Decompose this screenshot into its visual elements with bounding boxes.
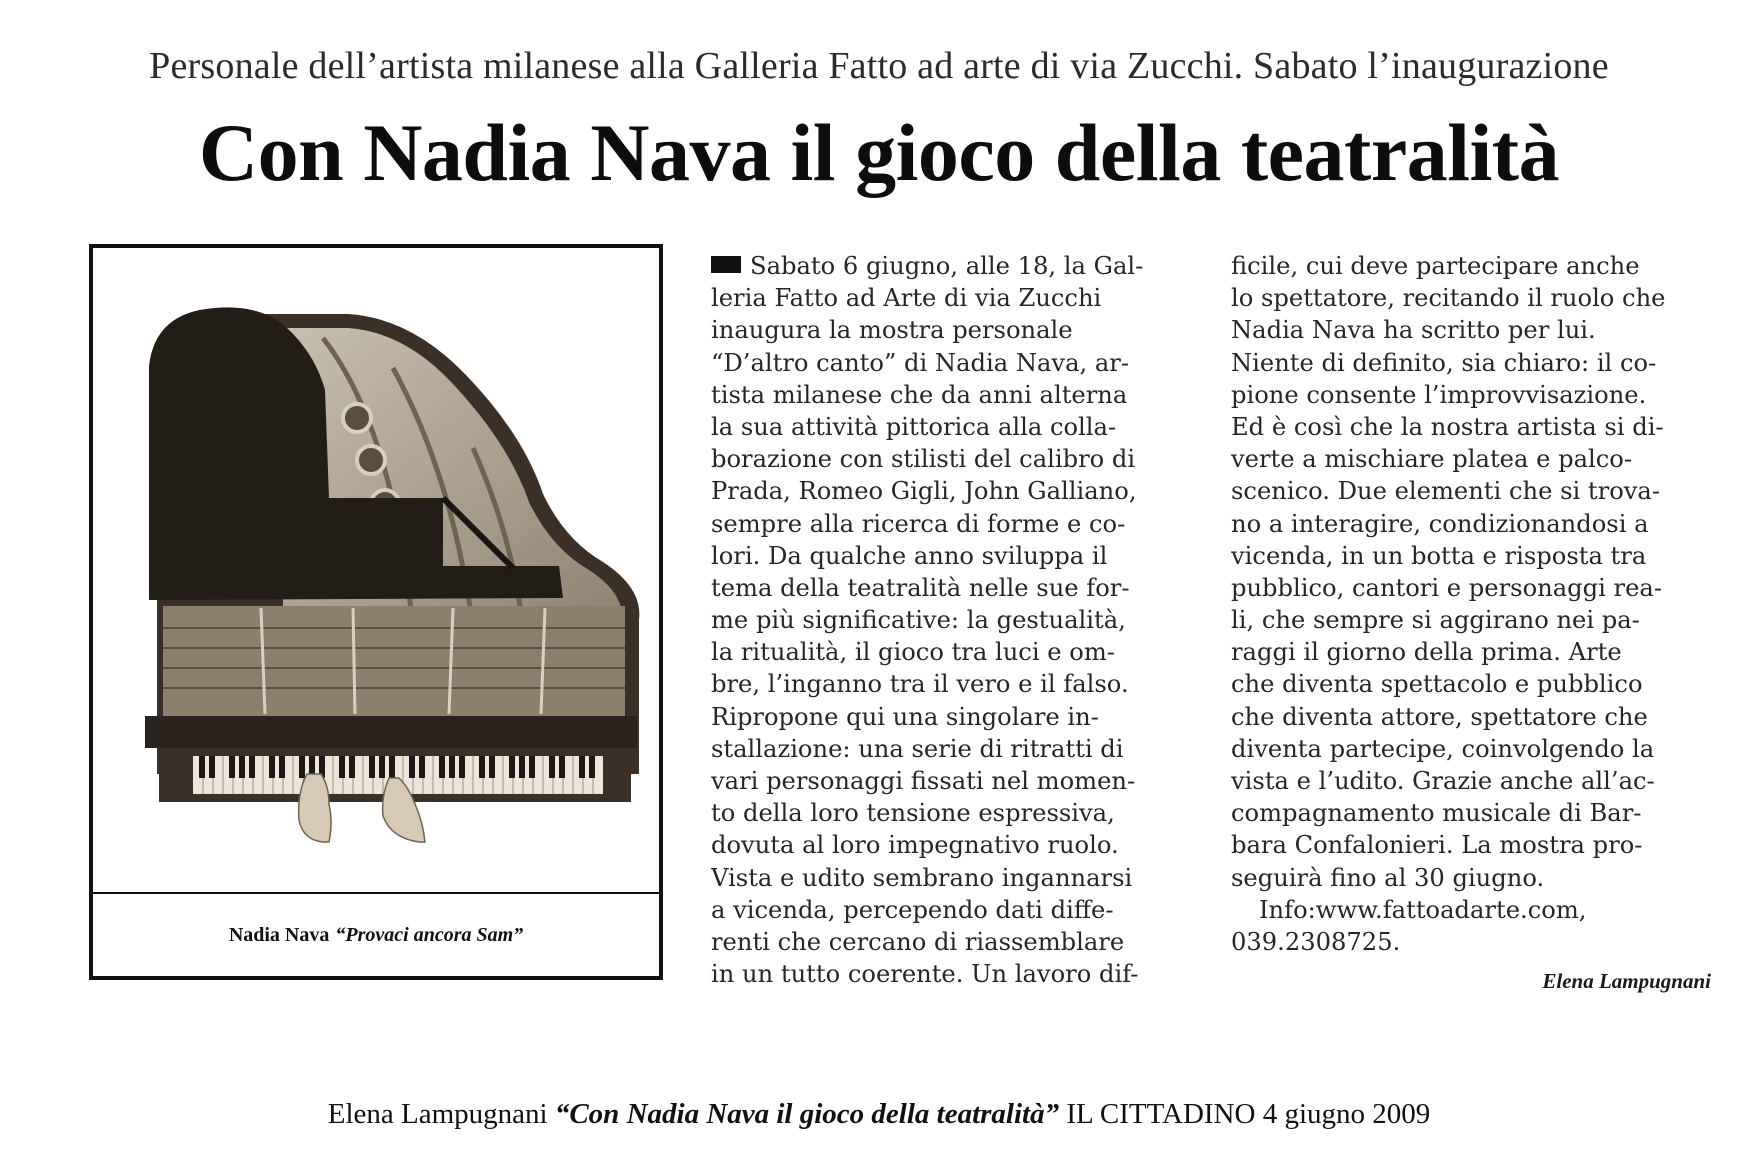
body-line (1231, 572, 1711, 604)
body-text: Niente di definito, sia chiaro: il co- (1231, 348, 1657, 377)
body-line (1231, 862, 1711, 894)
body-text: no a interagire, condizionandosi a (1231, 509, 1649, 538)
info-phone: 039.2308725. (1231, 927, 1401, 956)
body-line (711, 926, 1191, 958)
body-text: vicenda, in un botta e risposta tra (1231, 541, 1647, 570)
body-line (711, 443, 1191, 475)
caption-title: “Provaci ancora Sam” (335, 923, 524, 946)
body-line (1231, 508, 1711, 540)
body-line (1231, 443, 1711, 475)
body-text: Prada, Romeo Gigli, John Galliano, (711, 477, 1137, 506)
body-line (711, 862, 1191, 894)
body-text: li, che sempre si aggirano nei pa- (1231, 606, 1640, 635)
body-text: sempre alla ricerca di forme e co- (711, 509, 1126, 538)
body-line (1231, 282, 1711, 314)
body-text: pubblico, cantori e personaggi rea- (1231, 573, 1662, 602)
body-text: vari personaggi fissati nel momen- (711, 767, 1136, 795)
body-line (711, 411, 1191, 443)
body-line (1231, 540, 1711, 572)
body-text: me più significative: la gestualità, (711, 606, 1126, 635)
footer-source: IL CITTADINO 4 giugno 2009 (1066, 1098, 1431, 1130)
body-text: bara Confalonieri. La mostra pro- (1231, 831, 1643, 860)
bullet-square-icon (711, 256, 741, 273)
body-line (711, 347, 1191, 379)
body-line (711, 508, 1191, 540)
body-line (711, 475, 1191, 507)
footer-title: “Con Nadia Nava il gioco della teatralità” (554, 1098, 1060, 1130)
body-text: inaugura la mostra personale (711, 316, 1073, 345)
body-column-1 (711, 250, 1191, 990)
body-column-2 (1231, 250, 1711, 958)
info-label: Info: (1259, 895, 1316, 924)
body-text: borazione con stilisti del calibro di (711, 445, 1136, 474)
body-text: “D’altro canto” di Nadia Nava, ar- (711, 348, 1130, 377)
body-text: pione consente l’improvvisazione. (1231, 380, 1647, 409)
photo-frame (89, 244, 663, 980)
body-line (1231, 797, 1711, 829)
body-line (711, 958, 1191, 990)
body-text: lo spettatore, recitando il ruolo che (1231, 284, 1666, 313)
body-text: vista e l’udito. Grazie anche all’ac- (1231, 767, 1655, 795)
body-line (1231, 411, 1711, 443)
body-line (711, 765, 1191, 797)
body-text: Ed è così che la nostra artista si di- (1231, 412, 1664, 441)
body-text: verte a mischiare platea e palco- (1231, 445, 1633, 474)
body-line (1231, 475, 1711, 507)
body-line (711, 701, 1191, 733)
artwork-photo (93, 248, 659, 894)
body-text: Vista e udito sembrano ingannarsi (711, 863, 1133, 892)
body-line (711, 282, 1191, 314)
body-text: Ripropone qui una singolare in- (711, 702, 1099, 731)
kicker: Personale dell’artista milanese alla Galleria Fatto ad arte di via Zucchi. Sabato l’inaugurazione (149, 45, 1609, 87)
headline: Con Nadia Nava il gioco della teatralità (198, 107, 1560, 198)
caption-artist: Nadia Nava (228, 923, 330, 946)
body-text: tista milanese che da anni alterna (711, 380, 1128, 409)
body-text: Sabato 6 giugno, alle 18, la Gal- (750, 252, 1144, 280)
body-line (711, 668, 1191, 700)
body-text: che diventa spettacolo e pubblico (1231, 670, 1643, 699)
body-line (711, 894, 1191, 926)
body-text: dovuta al loro impegnativo ruolo. (711, 831, 1119, 860)
body-line (1231, 733, 1711, 765)
citation-footer (0, 1098, 1758, 1131)
body-line (711, 314, 1191, 346)
body-line (711, 572, 1191, 604)
body-line (1231, 347, 1711, 379)
body-text: compagnamento musicale di Bar- (1231, 799, 1642, 828)
body-line (1231, 604, 1711, 636)
footer-author: Elena Lampugnani (327, 1098, 548, 1130)
body-line (1231, 765, 1711, 797)
body-text: raggi il giorno della prima. Arte (1231, 638, 1622, 667)
body-text: stallazione: una serie di ritratti di (711, 734, 1124, 763)
body-text: la sua attività pittorica alla colla- (711, 412, 1117, 441)
grand-piano-illustration (93, 248, 659, 892)
body-line (711, 604, 1191, 636)
body-text: to della loro tensione espressiva, (711, 799, 1115, 828)
body-text: seguirà fino al 30 giugno. (1231, 863, 1545, 892)
body-line (711, 379, 1191, 411)
body-line (711, 733, 1191, 765)
body-text: scenico. Due elementi che si trova- (1231, 477, 1661, 506)
body-line (711, 540, 1191, 572)
body-text: a vicenda, percependo dati diffe- (711, 895, 1114, 924)
info-url: www.fattoadarte.com, (1315, 895, 1587, 924)
body-line (1231, 379, 1711, 411)
body-line (1231, 250, 1711, 282)
body-text: bre, l’inganno tra il vero e il falso. (711, 670, 1129, 699)
body-line (1231, 668, 1711, 700)
body-text: la ritualità, il gioco tra luci e om- (711, 638, 1115, 667)
body-line (1231, 829, 1711, 861)
body-line (711, 636, 1191, 668)
body-line (711, 250, 1191, 282)
body-text: leria Fatto ad Arte di via Zucchi (711, 284, 1102, 313)
info-line (1231, 894, 1711, 926)
body-text: lori. Da qualche anno sviluppa il (711, 541, 1108, 570)
byline: Elena Lampugnani (1542, 969, 1711, 993)
body-text: ficile, cui deve partecipare anche (1231, 252, 1640, 280)
body-text: renti che cercano di riassemblare (711, 927, 1125, 956)
body-line (711, 797, 1191, 829)
body-text: che diventa attore, spettatore che (1231, 702, 1648, 731)
body-text: in un tutto coerente. Un lavoro dif- (711, 960, 1139, 989)
body-line (1231, 314, 1711, 346)
body-text: Nadia Nava ha scritto per lui. (1231, 316, 1596, 345)
body-line (711, 829, 1191, 861)
body-line (1231, 701, 1711, 733)
body-line (1231, 636, 1711, 668)
body-text: diventa partecipe, coinvolgendo la (1231, 734, 1655, 763)
body-text: tema della teatralità nelle sue for- (711, 573, 1130, 602)
photo-caption (93, 894, 659, 976)
